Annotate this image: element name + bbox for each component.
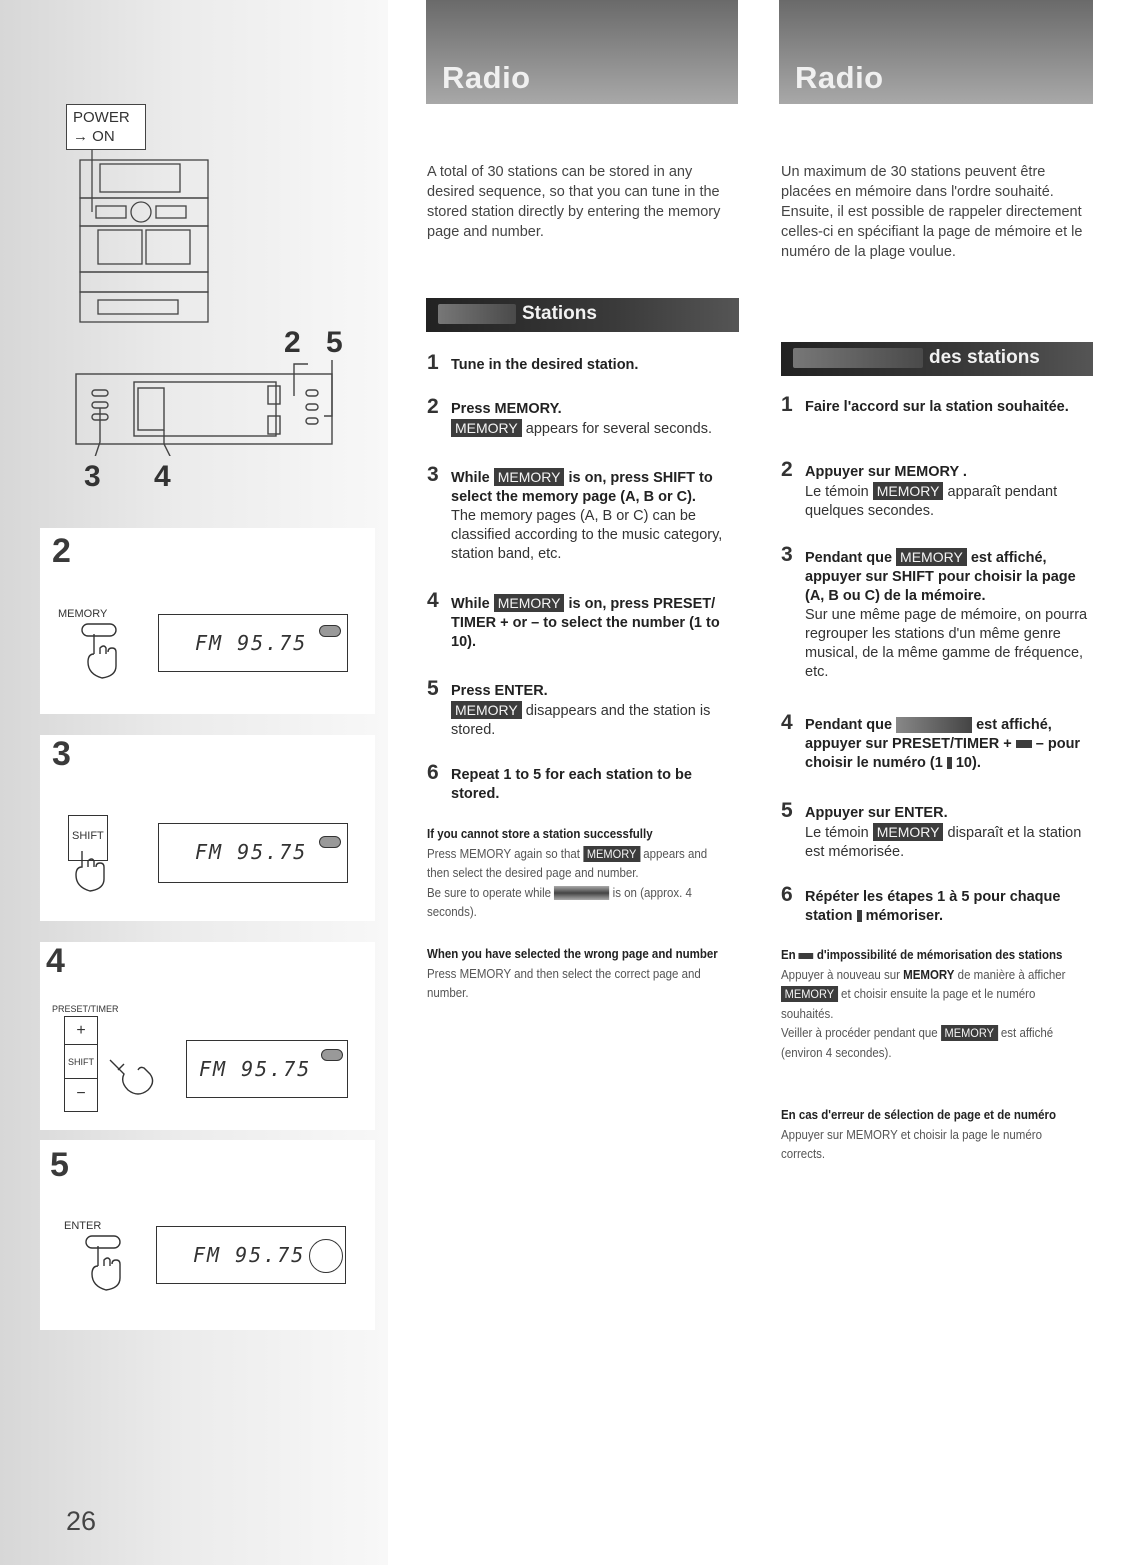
- step-bold-a: Répéter les étapes 1 à 5 pour chaque station: [805, 889, 1061, 924]
- note-text: Press MEMORY and then select the correct page and number.: [427, 966, 701, 1000]
- memory-indicator: MEMORY: [583, 846, 640, 862]
- note-text-c: et choisir ensuite la page et le numéro souhaités.: [781, 987, 1036, 1021]
- note-en-cannot-store: [427, 825, 731, 923]
- note-text-b: appears and then select the desired page and number.: [427, 846, 708, 880]
- lcd-display: [156, 1226, 346, 1284]
- step-fr-5: [781, 799, 1086, 862]
- step-text: Sur une même page de mémoire, on pourra regrouper les stations d'un même genre musical, de la même gamme de fréquence, etc.: [805, 607, 1088, 680]
- step-text-a: Le témoin: [805, 825, 869, 841]
- note-text-b: de manière à afficher: [957, 967, 1066, 982]
- header-title: Radio: [442, 60, 531, 95]
- stereo-system-illustration: [70, 150, 215, 330]
- step-en-5: [427, 677, 737, 740]
- note-text-a: Press MEMORY again so that: [427, 846, 580, 861]
- step-number: 1: [427, 351, 439, 374]
- panel-step-number: 3: [52, 735, 71, 773]
- note-text-a: Appuyer à nouveau sur: [781, 967, 900, 982]
- lcd-display: [158, 614, 348, 672]
- step-number: 6: [781, 883, 793, 906]
- step-fr-4: [781, 711, 1086, 773]
- step-text: disappears and the station is stored.: [451, 703, 711, 738]
- step-number: 2: [781, 458, 793, 481]
- memory-indicator: MEMORY: [451, 701, 522, 719]
- smudge: [438, 304, 516, 324]
- step-bold-a: Pendant que: [805, 717, 893, 733]
- note-title: If you cannot store a station successfully: [427, 827, 653, 841]
- step-bold: Press MEMORY.: [451, 401, 562, 417]
- step-en-6: [427, 761, 737, 804]
- note-text-e: est affiché (environ 4 secondes).: [781, 1026, 1054, 1060]
- header-radio-fr: [779, 0, 1093, 104]
- memory-indicator: MEMORY: [451, 419, 522, 437]
- step-number: 5: [427, 677, 439, 700]
- memory-indicator: MEMORY: [494, 594, 565, 612]
- lcd-display: [186, 1040, 348, 1098]
- section-bar-fr: [781, 342, 1093, 376]
- step-fr-2: [781, 458, 1086, 521]
- step-text: appears for several seconds.: [525, 421, 712, 437]
- preset-timer-label: PRESET/TIMER: [52, 1004, 119, 1014]
- memory-indicator: MEMORY: [873, 823, 944, 841]
- smudge: [1016, 740, 1032, 748]
- power-on-label: → ON: [73, 128, 115, 145]
- step-bold-e: 10).: [955, 755, 981, 771]
- enter-indicator-icon: [309, 1239, 343, 1273]
- step-bold: Faire l'accord sur la station souhaitée.: [805, 399, 1069, 415]
- step-bold-d: pour choisir le numéro (1: [805, 736, 1081, 771]
- panel-step-number: 5: [50, 1146, 69, 1184]
- step-bold: Press ENTER.: [451, 683, 548, 699]
- step-bold-b: mémoriser.: [865, 908, 943, 924]
- lcd-frequency: FM 95.75: [199, 1057, 312, 1081]
- step-number: 1: [781, 393, 793, 416]
- sidebar-panel-step-3: [40, 735, 375, 921]
- callout-2: 2: [284, 326, 301, 359]
- sidebar-panel-step-5: [40, 1140, 375, 1330]
- note-text: Appuyer sur MEMORY et choisir la page le numéro corrects.: [781, 1127, 1043, 1161]
- step-bold-a: While: [451, 470, 490, 486]
- intro-en: A total of 30 stations can be stored in any desired sequence, so that you can tune in the stored station directly by entering the memory page and number.: [427, 164, 721, 240]
- note-text-d: is on (approx. 4 seconds).: [427, 885, 692, 919]
- header-radio-en: [426, 0, 738, 104]
- step-bold-b: est affiché, appuyer sur PRESET/TIMER +: [805, 717, 1052, 752]
- note-text-d: Veiller à procéder pendant que: [781, 1026, 938, 1040]
- note-text-c: Be sure to operate while: [427, 885, 552, 900]
- step-number: 4: [781, 711, 793, 734]
- note-fr-wrong-page: [781, 1106, 1085, 1165]
- memory-indicator-icon: [319, 625, 341, 637]
- minus-button-label: −: [76, 1085, 86, 1102]
- section-title: des stations: [929, 347, 1040, 368]
- callout-5: 5: [326, 326, 343, 359]
- memory-indicator-icon: [321, 1049, 343, 1061]
- lcd-display: [158, 823, 348, 883]
- note-fr-impossibility: [781, 946, 1085, 1063]
- lcd-frequency: FM 95.75: [195, 840, 308, 864]
- power-label-box: [66, 104, 146, 150]
- power-label: POWER: [73, 109, 130, 126]
- step-text-b: disparaît et la station est mémorisée.: [805, 825, 1082, 860]
- memory-button-label: MEMORY: [58, 608, 108, 620]
- step-bold-b: is on, press PRESET/ TIMER + or – to select the number (1 to 10).: [451, 596, 720, 650]
- sidebar-panel-step-4: [40, 942, 375, 1130]
- panel-step-number: 2: [52, 532, 71, 570]
- step-fr-6: [781, 883, 1091, 926]
- shift-button-label: SHIFT: [65, 1045, 97, 1079]
- memory-indicator: MEMORY: [896, 548, 967, 566]
- step-number: 6: [427, 761, 439, 784]
- note-title-a: En: [781, 948, 796, 962]
- note-en-wrong-page: [427, 945, 731, 1004]
- section-bar-en: [426, 298, 739, 332]
- note-bold: MEMORY: [903, 967, 955, 982]
- step-bold: Repeat 1 to 5 for each station to be stored.: [451, 767, 692, 802]
- memory-indicator: MEMORY: [781, 986, 838, 1002]
- smudge: [793, 348, 923, 368]
- plus-button-label: +: [65, 1017, 97, 1045]
- step-number: 5: [781, 799, 793, 822]
- callout-3: 3: [84, 460, 101, 493]
- section-title: Stations: [522, 303, 597, 324]
- step-bold-b: est affiché, appuyer sur SHIFT pour choisir la page (A, B ou C) de la mémoire.: [805, 550, 1076, 604]
- intro-fr: Un maximum de 30 stations peuvent être placées en mémoire dans l'ordre souhaité. Ensuite, il est possible de rappeler directement celles-ci en spécifiant la page de mémoire et le numéro de la plage voulue.: [781, 164, 1083, 260]
- step-fr-3: [781, 543, 1091, 682]
- hand-point-icon: [106, 1052, 166, 1102]
- memory-indicator-icon: [319, 836, 341, 848]
- step-bold: Appuyer sur MEMORY .: [805, 464, 967, 480]
- step-number: 3: [781, 543, 793, 566]
- memory-indicator-blurred: [554, 886, 609, 900]
- page-number: 26: [66, 1506, 97, 1536]
- memory-indicator: MEMORY: [494, 468, 565, 486]
- step-bold: Tune in the desired station.: [451, 357, 639, 373]
- step-en-1: [427, 351, 737, 375]
- step-bold-c: –: [1035, 736, 1044, 752]
- callout-4: 4: [154, 460, 171, 493]
- step-bold-a: While: [451, 596, 490, 612]
- step-bold-b: is on, press SHIFT to select the memory page (A, B or C).: [451, 470, 713, 505]
- step-fr-1: [781, 393, 1086, 417]
- step-number: 3: [427, 463, 439, 486]
- hand-press-icon: [82, 1234, 136, 1294]
- front-panel-illustration: [72, 360, 342, 456]
- step-text: The memory pages (A, B or C) can be classified according to the music category, station band, etc.: [451, 508, 723, 562]
- step-en-3: [427, 463, 737, 564]
- hand-press-icon: [70, 851, 114, 899]
- preset-button-column: [64, 1016, 98, 1112]
- step-bold: Appuyer sur ENTER.: [805, 805, 948, 821]
- step-en-2: [427, 395, 737, 439]
- sidebar-panel-step-2: [40, 528, 375, 714]
- memory-indicator: MEMORY: [941, 1025, 998, 1041]
- step-bold-a: Pendant que: [805, 550, 893, 566]
- step-text-b: apparaît pendant quelques secondes.: [805, 484, 1058, 519]
- smudge: [799, 953, 814, 959]
- note-title: En cas d'erreur de sélection de page et de numéro: [781, 1108, 1056, 1122]
- memory-indicator: MEMORY: [873, 482, 944, 500]
- lcd-frequency: FM 95.75: [193, 1243, 306, 1267]
- smudge: [947, 757, 952, 769]
- shift-button-label: SHIFT: [72, 830, 104, 842]
- memory-indicator-blurred: [896, 717, 972, 733]
- smudge: [857, 910, 862, 922]
- step-number: 2: [427, 395, 439, 418]
- hand-press-icon: [78, 622, 132, 682]
- step-text-a: Le témoin: [805, 484, 869, 500]
- step-en-4: [427, 589, 737, 652]
- enter-button-label: ENTER: [64, 1220, 102, 1232]
- step-number: 4: [427, 589, 439, 612]
- header-title: Radio: [795, 60, 884, 95]
- panel-step-number: 4: [46, 942, 65, 980]
- note-title: When you have selected the wrong page and number: [427, 947, 718, 961]
- note-title-b: d'impossibilité de mémorisation des stations: [816, 948, 1063, 962]
- lcd-frequency: FM 95.75: [195, 631, 308, 655]
